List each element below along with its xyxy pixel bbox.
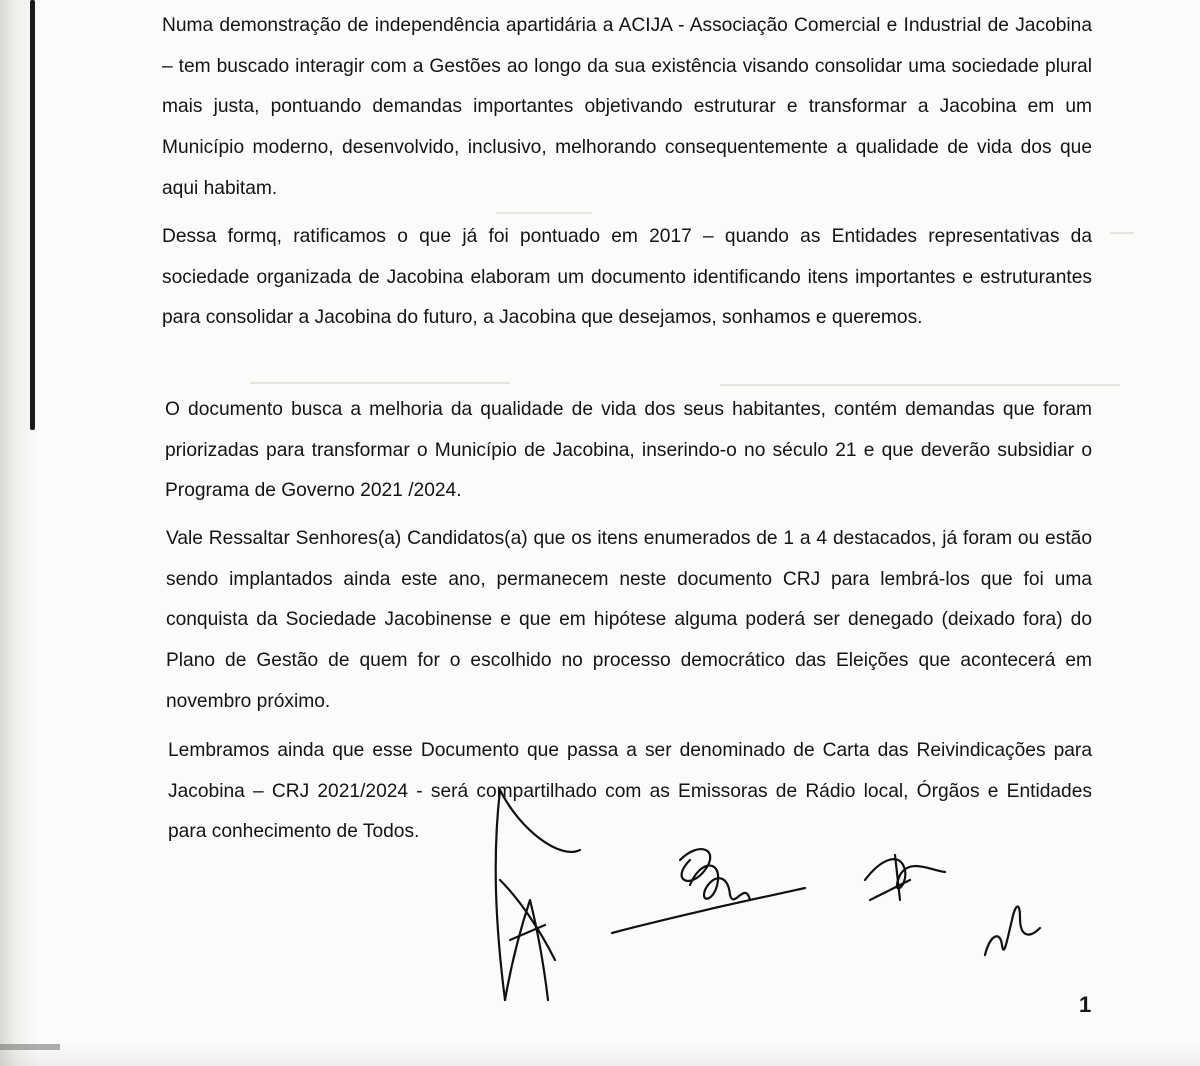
- scan-smudge: [1110, 232, 1134, 234]
- paragraph-candidates-notice: Vale Ressaltar Senhores(a) Candidatos(a) que os itens enumerados de 1 a 4 destacados, já foram ou estão sendo implantados ainda este ano, permanecem neste documento CRJ para lembrá-los que foi uma conquista da Sociedade Jacobinense e que em hipótese alguma poderá ser denegado (deixado fora) do Plano de Gestão de quem for o escolhido no processo democrático das Eleições que acontecerá em novembro próximo.: [166, 528, 1092, 712]
- scan-smudge: [720, 384, 1120, 386]
- paragraph-intro: Numa demonstração de independência apartidária a ACIJA - Associação Comercial e Industrial de Jacobina – tem buscado interagir com a Gestões ao longo da sua existência visando consolidar uma sociedade plural mais justa, pontuando demandas importantes objetivando estruturar e transformar a Jacobina em um Município moderno, desenvolvido, inclusivo, melhorando consequentemente a qualidade de vida dos que aqui habitam.: [162, 15, 1092, 199]
- scan-smudge: [496, 212, 592, 214]
- scan-corner-mark: [0, 1044, 60, 1050]
- scan-bottom-shade: [0, 1042, 1200, 1066]
- paragraph-ratification: Dessa formq, ratificamos o que já foi pontuado em 2017 – quando as Entidades representativas da sociedade organizada de Jacobina elaboram um documento identificando itens importantes e estruturantes para consolidar a Jacobina do futuro, a Jacobina que desejamos, sonhamos e queremos.: [162, 226, 1092, 329]
- paragraph-document-purpose: O documento busca a melhoria da qualidade de vida dos seus habitantes, contém demandas que foram priorizadas para transformar o Município de Jacobina, inserindo-o no século 21 e que deverão subsidiar o Programa de Governo 2021 /2024.: [165, 399, 1092, 502]
- page-number: 1: [1079, 992, 1092, 1017]
- binding-line: [30, 0, 35, 430]
- paragraph-sharing: Lembramos ainda que esse Documento que passa a ser denominado de Carta das Reivindicações para Jacobina – CRJ 2021/2024 - será compartilhado com as Emissoras de Rádio local, Órgãos e Entidades para conhecimento de Todos.: [168, 740, 1092, 843]
- scan-smudge: [250, 382, 510, 384]
